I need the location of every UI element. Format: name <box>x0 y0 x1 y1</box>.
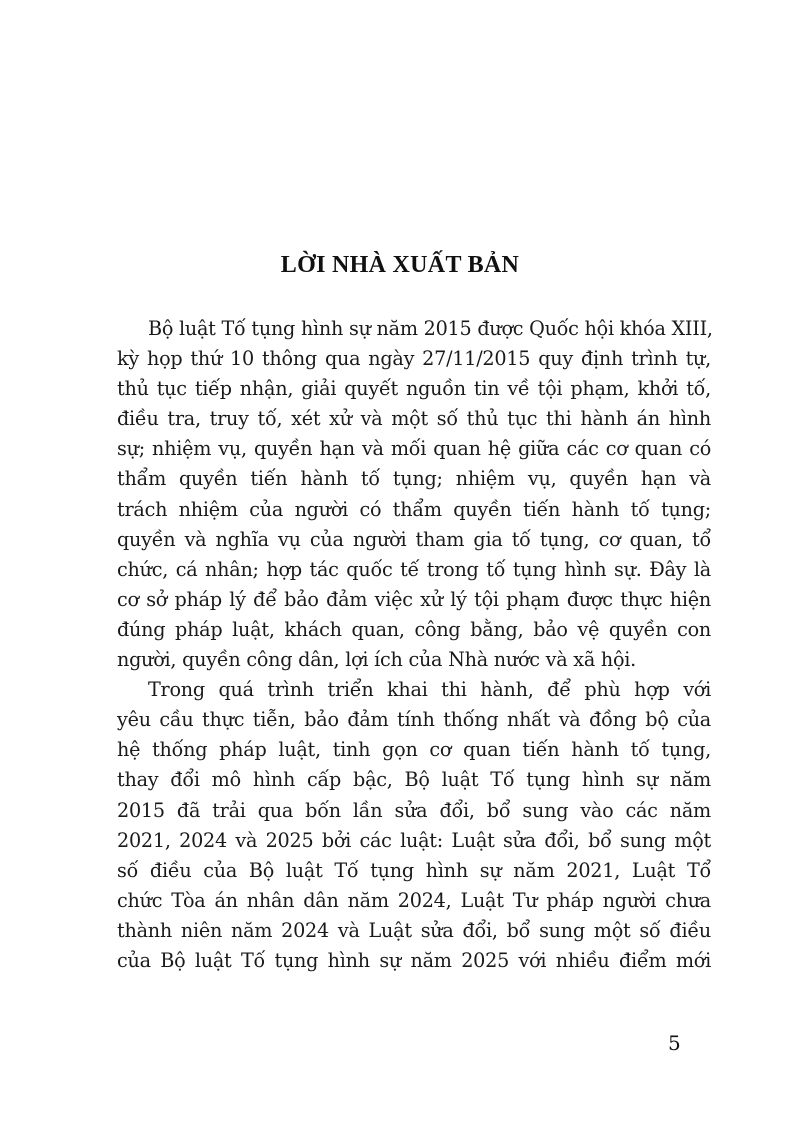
body-text <box>117 314 711 976</box>
text-line: quyền và nghĩa vụ của người tham gia tố tụng, cơ quan, tổ <box>117 527 711 551</box>
text-line: chức Tòa án nhân dân năm 2024, Luật Tư pháp người chưa <box>117 888 711 912</box>
text-line: chức, cá nhân; hợp tác quốc tế trong tố tụng hình sự. Đây là <box>117 557 711 581</box>
text-line: yêu cầu thực tiễn, bảo đảm tính thống nhất và đồng bộ của <box>117 708 711 732</box>
text-line: đúng pháp luật, khách quan, công bằng, bảo vệ quyền con <box>117 617 711 641</box>
text-line: người, quyền công dân, lợi ích của Nhà nước và xã hội. <box>117 648 637 672</box>
text-line: của Bộ luật Tố tụng hình sự năm 2025 với nhiều điểm mới <box>117 948 711 972</box>
text-line: 2015 đã trải qua bốn lần sửa đổi, bổ sung vào các năm <box>117 798 711 822</box>
text-line: sự; nhiệm vụ, quyền hạn và mối quan hệ giữa các cơ quan có <box>117 437 711 461</box>
text-line: Bộ luật Tố tụng hình sự năm 2015 được Quốc hội khóa XIII, <box>148 317 713 340</box>
page-number: 5 <box>668 1031 681 1055</box>
text-line: cơ sở pháp lý để bảo đảm việc xử lý tội phạm được thực hiện <box>117 587 711 611</box>
text-line: thay đổi mô hình cấp bậc, Bộ luật Tố tụng hình sự năm <box>117 768 711 792</box>
text-line: hệ thống pháp luật, tinh gọn cơ quan tiến hành tố tụng, <box>117 738 711 762</box>
text-line: thủ tục tiếp nhận, giải quyết nguồn tin về tội phạm, khởi tố, <box>117 377 711 401</box>
text-line: 2021, 2024 và 2025 bởi các luật: Luật sửa đổi, bổ sung một <box>117 828 711 852</box>
text-line: số điều của Bộ luật Tố tụng hình sự năm 2021, Luật Tổ <box>117 858 711 882</box>
text-line: thành niên năm 2024 và Luật sửa đổi, bổ sung một số điều <box>117 918 711 942</box>
text-line: kỳ họp thứ 10 thông qua ngày 27/11/2015 quy định trình tự, <box>117 347 711 371</box>
text-line: Trong quá trình triển khai thi hành, để phù hợp với <box>148 678 711 702</box>
page-title: LỜI NHÀ XUẤT BẢN <box>280 252 520 279</box>
text-line: thẩm quyền tiến hành tố tụng; nhiệm vụ, quyền hạn và <box>117 467 711 491</box>
paragraph-1 <box>117 314 711 675</box>
paragraph-2 <box>117 675 711 976</box>
text-line: trách nhiệm của người có thẩm quyền tiến hành tố tụng; <box>117 497 711 521</box>
text-line: điều tra, truy tố, xét xử và một số thủ tục thi hành án hình <box>117 407 711 431</box>
